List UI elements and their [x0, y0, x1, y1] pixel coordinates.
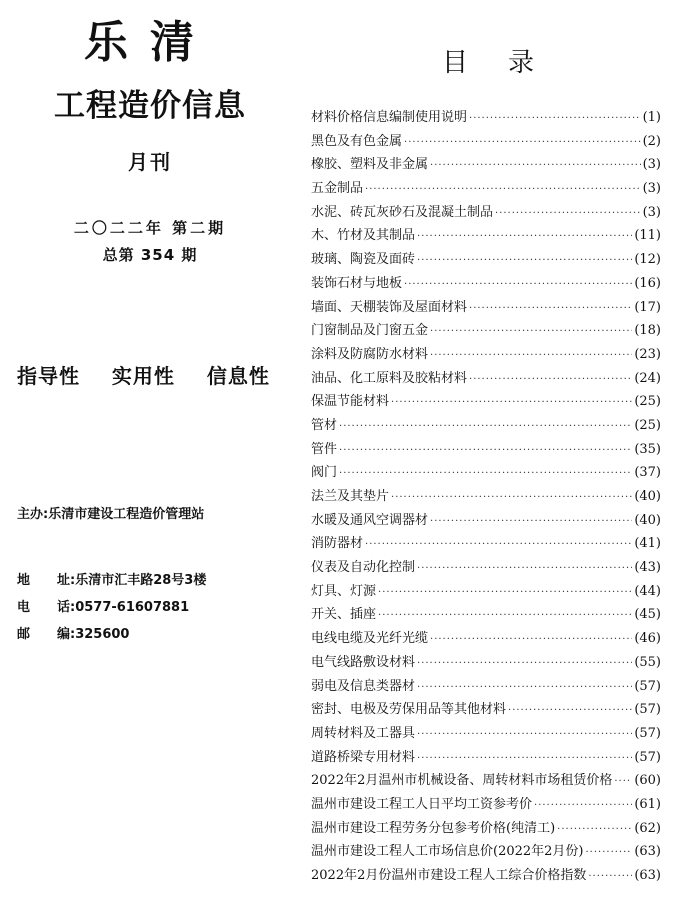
toc-entry-page: (16): [634, 275, 661, 291]
toc-entry[interactable]: [311, 509, 661, 533]
toc-entry-title: 消防器材: [311, 536, 364, 552]
toc-entry-title: 装饰石材与地板: [311, 275, 403, 291]
issue-number: 二〇二二年 第二期: [73, 219, 227, 237]
toc-entry-title: 橡胶、塑料及非金属: [311, 157, 429, 173]
sponsor: 主办:乐清市建设工程造价管理站: [17, 507, 205, 522]
toc-entry-title: 黑色及有色金属: [311, 133, 403, 149]
toc-entry-title: 灯具、灯源: [311, 583, 377, 599]
toc-entry[interactable]: [311, 461, 661, 485]
toc-entry[interactable]: [311, 603, 661, 627]
toc-entry-title: 油品、化工原料及胶粘材料: [311, 370, 468, 386]
toc-title: 目录: [441, 48, 574, 78]
toc-entry-title: 道路桥梁专用材料: [311, 749, 416, 765]
toc-entry-title: 2022年2月温州市机械设备、周转材料市场租赁价格: [311, 773, 613, 789]
toc-entry-page: (17): [634, 299, 661, 315]
toc-entry-title: 温州市建设工程工人日平均工资参考价: [311, 796, 533, 812]
toc-entry-title: 墙面、天棚装饰及屋面材料: [311, 299, 468, 315]
toc-entry-page: (63): [634, 844, 661, 860]
toc-entry-page: (12): [634, 252, 661, 268]
toc-entry-title: 开关、插座: [311, 607, 377, 623]
toc-entry-page: (43): [634, 560, 661, 576]
leader-dots: [417, 753, 632, 764]
toc-entry-title: 涂料及防腐防水材料: [311, 346, 429, 362]
toc-entry[interactable]: [311, 343, 661, 367]
toc-entry[interactable]: [311, 177, 661, 201]
toc-entry[interactable]: [311, 201, 661, 225]
toc-entry-title: 温州市建设工程劳务分包参考价格(纯清工): [311, 820, 556, 836]
toc-entry-title: 温州市建设工程人工市场信息价(2022年2月份): [311, 844, 584, 860]
toc-entry-title: 门窗制品及门窗五金: [311, 323, 429, 339]
slogan: 指导性 实用性 信息性: [17, 364, 270, 388]
contact-label: 址:: [57, 573, 76, 588]
toc-entry[interactable]: [311, 248, 661, 272]
toc-entry-page: (44): [634, 583, 661, 599]
toc-entry[interactable]: [311, 532, 661, 556]
table-of-contents: [311, 106, 661, 888]
contact-label: 编:: [57, 627, 76, 642]
toc-entry-page: (45): [634, 607, 661, 623]
leader-dots: [417, 658, 632, 669]
toc-entry-title: 五金制品: [311, 181, 364, 197]
toc-entry-page: (1): [642, 110, 661, 125]
leader-dots: [391, 492, 632, 503]
leader-dots: [586, 847, 633, 858]
toc-entry-title: 管材: [311, 417, 338, 433]
toc-entry[interactable]: [311, 698, 661, 722]
toc-entry-page: (40): [634, 512, 661, 528]
leader-dots: [404, 279, 632, 290]
toc-entry-page: (18): [634, 323, 661, 339]
toc-entry-title: 水暖及通风空调器材: [311, 512, 429, 528]
contact-label: 邮: [17, 627, 31, 642]
toc-entry-title: 管件: [311, 441, 338, 457]
leader-dots: [534, 800, 632, 811]
toc-entry[interactable]: [311, 722, 661, 746]
contact-value: 325600: [75, 627, 130, 642]
toc-entry-title: 2022年2月份温州市建设工程人工综合价格指数: [311, 868, 587, 883]
toc-entry[interactable]: [311, 817, 661, 841]
toc-entry[interactable]: [311, 556, 661, 580]
contact-label: 电: [17, 600, 31, 615]
toc-entry-page: (62): [634, 820, 661, 836]
contact-label: 地: [17, 573, 31, 588]
leader-dots: [404, 137, 641, 148]
toc-entry[interactable]: [311, 414, 661, 438]
leader-dots: [614, 776, 632, 787]
toc-entry-page: (25): [634, 417, 661, 433]
toc-entry[interactable]: [311, 438, 661, 462]
leader-dots: [469, 303, 632, 314]
toc-entry-page: (3): [642, 181, 661, 197]
toc-entry-title: 阀门: [311, 465, 338, 481]
toc-entry[interactable]: [311, 769, 661, 793]
toc-entry-page: (37): [634, 465, 661, 481]
leader-dots: [417, 729, 632, 740]
toc-entry-page: (3): [642, 157, 661, 173]
toc-entry[interactable]: [311, 130, 661, 154]
leader-dots: [469, 374, 632, 385]
toc-entry-title: 密封、电极及劳保用品等其他材料: [311, 702, 507, 718]
toc-entry-page: (57): [634, 678, 661, 694]
toc-entry-page: (60): [634, 773, 661, 789]
toc-entry[interactable]: [311, 627, 661, 651]
toc-entry-title: 水泥、砖瓦灰砂石及混凝土制品: [311, 204, 494, 220]
leader-dots: [430, 634, 632, 645]
toc-entry-page: (23): [634, 346, 661, 362]
total-issue-number: 总第 354 期: [102, 246, 198, 264]
contact-label: 话:: [57, 600, 76, 615]
leader-dots: [417, 563, 632, 574]
leader-dots: [557, 824, 632, 835]
leader-dots: [430, 516, 632, 527]
toc-entry-title: 法兰及其垫片: [311, 489, 390, 504]
leader-dots: [430, 350, 632, 361]
leader-dots: [469, 113, 641, 124]
toc-entry-page: (3): [642, 204, 661, 220]
leader-dots: [378, 587, 632, 598]
toc-entry-page: (2): [642, 133, 661, 149]
toc-entry-page: (11): [634, 228, 661, 244]
toc-entry-title: 玻璃、陶瓷及面砖: [311, 252, 416, 268]
leader-dots: [339, 421, 632, 432]
toc-entry-title: 周转材料及工器具: [311, 725, 416, 741]
toc-entry-page: (25): [634, 394, 661, 410]
toc-entry-page: (41): [634, 536, 661, 552]
toc-entry-page: (46): [634, 631, 661, 647]
publication-frequency: 月刊: [128, 150, 172, 174]
toc-entry-title: 仪表及自动化控制: [311, 560, 416, 576]
leader-dots: [430, 160, 641, 171]
toc-entry-page: (24): [634, 370, 661, 386]
toc-entry[interactable]: [311, 840, 661, 864]
toc-entry-page: (35): [634, 441, 661, 457]
toc-entry[interactable]: [311, 296, 661, 320]
toc-entry[interactable]: [311, 580, 661, 604]
leader-dots: [430, 326, 632, 337]
leader-dots: [339, 468, 632, 479]
leader-dots: [365, 539, 632, 550]
toc-entry-title: 电线电缆及光纤光缆: [311, 631, 429, 647]
toc-entry-title: 电气线路敷设材料: [311, 654, 416, 670]
leader-dots: [417, 255, 632, 266]
contact-postcode: [17, 623, 129, 642]
toc-entry-page: (57): [634, 749, 661, 765]
toc-entry[interactable]: [311, 651, 661, 675]
leader-dots: [391, 397, 632, 408]
toc-entry[interactable]: [311, 319, 661, 343]
toc-entry[interactable]: [311, 793, 661, 817]
toc-entry[interactable]: [311, 746, 661, 770]
leader-dots: [508, 705, 632, 716]
toc-entry-page: (55): [634, 654, 661, 670]
toc-entry[interactable]: [311, 224, 661, 248]
toc-entry-page: (57): [634, 725, 661, 741]
contact-phone: [17, 596, 189, 615]
publication-subtitle: 工程造价信息: [54, 88, 246, 124]
leader-dots: [365, 184, 641, 195]
leader-dots: [588, 871, 632, 882]
toc-entry-title: 木、竹材及其制品: [311, 228, 416, 244]
leader-dots: [417, 682, 632, 693]
leader-dots: [495, 208, 641, 219]
toc-entry[interactable]: [311, 153, 661, 177]
leader-dots: [378, 610, 632, 621]
toc-entry-title: 保温节能材料: [311, 394, 390, 410]
leader-dots: [417, 231, 632, 242]
contact-address: [17, 569, 206, 588]
toc-entry-page: (63): [634, 868, 661, 883]
toc-entry[interactable]: [311, 390, 661, 414]
toc-entry[interactable]: [311, 675, 661, 699]
toc-entry-page: (40): [634, 489, 661, 504]
toc-entry[interactable]: [311, 367, 661, 391]
toc-entry[interactable]: [311, 272, 661, 296]
toc-entry-title: 弱电及信息类器材: [311, 678, 416, 694]
publication-title: 乐清: [84, 17, 216, 68]
toc-entry[interactable]: [311, 485, 661, 509]
toc-entry[interactable]: [311, 106, 661, 130]
toc-entry-page: (61): [634, 796, 661, 812]
contact-value: 0577-61607881: [75, 600, 190, 615]
toc-entry-page: (57): [634, 702, 661, 718]
contact-value: 乐清市汇丰路28号3楼: [75, 573, 207, 588]
toc-entry-title: 材料价格信息编制使用说明: [311, 110, 468, 125]
toc-entry[interactable]: [311, 864, 661, 888]
leader-dots: [339, 445, 632, 456]
